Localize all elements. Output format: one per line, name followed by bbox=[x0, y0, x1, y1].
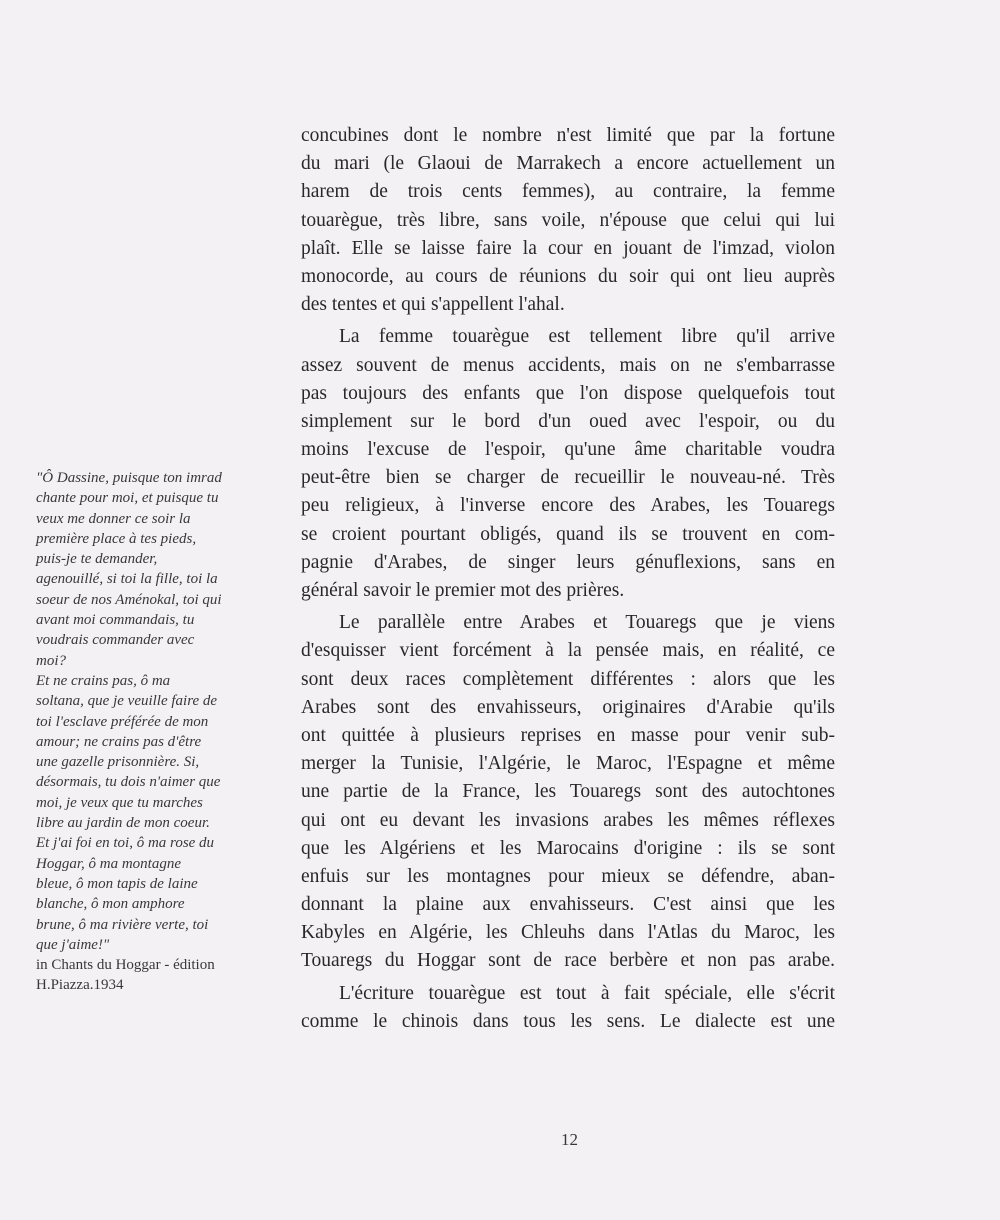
text-line: plaît. Elle se laisse faire la cour en jouant de l'imzad, violon bbox=[301, 237, 835, 259]
poem-line: soltana, que je veuille faire de bbox=[36, 693, 218, 710]
text-line: comme le chinois dans tous les sens. Le dialecte est une bbox=[301, 1010, 835, 1032]
poem-line: blanche, ô mon amphore bbox=[36, 896, 185, 913]
text-line: des tentes et qui s'appellent l'ahal. bbox=[301, 294, 565, 316]
poem-line: moi, je veux que tu marches bbox=[36, 794, 203, 811]
text-line: peut-être bien se charger de recueillir le nouveau-né. Très bbox=[301, 467, 835, 489]
poem-line: bleue, ô mon tapis de laine bbox=[36, 875, 198, 892]
text-line: La femme touarègue est tellement libre qu'il arrive bbox=[339, 326, 835, 348]
text-line: Le parallèle entre Arabes et Touaregs que je viens bbox=[339, 612, 835, 634]
paragraph bbox=[301, 122, 835, 319]
text-line: merger la Tunisie, l'Algérie, le Maroc, l'Espagne et même bbox=[301, 753, 835, 775]
text-line: Touaregs du Hoggar sont de race berbère et non pas arabe. bbox=[301, 950, 835, 972]
poem-credit: in Chants du Hoggar - édition bbox=[36, 957, 215, 974]
text-line: L'écriture touarègue est tout à fait spéciale, elle s'écrit bbox=[339, 982, 835, 1004]
poem-line: agenouillé, si toi la fille, toi la bbox=[36, 571, 218, 588]
text-line: simplement sur le bord d'un oued avec l'espoir, ou du bbox=[301, 410, 835, 432]
poem-credit: H.Piazza.1934 bbox=[36, 977, 124, 994]
text-line: harem de trois cents femmes), au contraire, la femme bbox=[301, 181, 835, 203]
poem-line: que j'aime!" bbox=[36, 936, 110, 953]
paragraph bbox=[301, 980, 835, 1036]
text-line: moins l'excuse de l'espoir, qu'une âme charitable voudra bbox=[301, 439, 835, 461]
poem-line: Hoggar, ô ma montagne bbox=[36, 855, 181, 872]
poem-line: voudrais commander avec bbox=[36, 632, 195, 649]
poem-line: soeur de nos Aménokal, toi qui bbox=[36, 591, 222, 608]
poem-line: toi l'esclave préférée de mon bbox=[36, 713, 209, 730]
poem-line: chante pour moi, et puisque tu bbox=[36, 490, 219, 507]
poem-line: veux me donner ce soir la bbox=[36, 510, 191, 527]
poem-line: désormais, tu dois n'aimer que bbox=[36, 774, 221, 791]
text-line: monocorde, au cours de réunions du soir qui ont lieu auprès bbox=[301, 265, 835, 287]
text-line: touarègue, très libre, sans voile, n'épouse que celui qui lui bbox=[301, 209, 835, 231]
poem-line: moi? bbox=[36, 652, 66, 669]
text-line: concubines dont le nombre n'est limité que par la fortune bbox=[301, 125, 835, 146]
paragraph bbox=[301, 609, 835, 975]
main-text bbox=[301, 122, 835, 1040]
text-line: sont deux races complètement différentes : alors que les bbox=[301, 668, 835, 690]
text-line: du mari (le Glaoui de Marrakech a encore actuellement un bbox=[301, 153, 835, 175]
text-line: pas toujours des enfants que l'on dispose quelquefois tout bbox=[301, 382, 835, 404]
text-line: assez souvent de menus accidents, mais on ne s'embarrasse bbox=[301, 354, 835, 376]
text-line: que les Algériens et les Marocains d'origine : ils se sont bbox=[301, 837, 835, 859]
poem-line: puis-je te demander, bbox=[36, 551, 158, 568]
text-line: se croient pourtant obligés, quand ils se trouvent en com- bbox=[301, 523, 835, 545]
poem-line: Et j'ai foi en toi, ô ma rose du bbox=[36, 835, 215, 852]
paragraph bbox=[301, 323, 835, 605]
poem-line: une gazelle prisonnière. Si, bbox=[36, 754, 200, 771]
text-line: d'esquisser vient forcément à la pensée mais, en réalité, ce bbox=[301, 640, 835, 662]
poem-line: "Ô Dassine, puisque ton imrad bbox=[36, 470, 222, 486]
text-line: ont quittée à plusieurs reprises en masse pour venir sub- bbox=[301, 724, 835, 746]
poem-sidebar bbox=[36, 468, 268, 996]
text-line: général savoir le premier mot des prières. bbox=[301, 580, 625, 601]
text-line: donnant la plaine aux envahisseurs. C'est ainsi que les bbox=[301, 894, 835, 916]
text-line: qui ont eu devant les invasions arabes les mêmes réflexes bbox=[301, 809, 835, 831]
poem-line: avant moi commandais, tu bbox=[36, 612, 195, 629]
text-line: Arabes sont des envahisseurs, originaires d'Arabie qu'ils bbox=[301, 696, 835, 718]
text-line: peu religieux, à l'inverse encore des Arabes, les Touaregs bbox=[301, 495, 835, 517]
poem-line: première place à tes pieds, bbox=[36, 530, 197, 547]
poem-line: amour; ne crains pas d'être bbox=[36, 733, 202, 750]
poem-line: Et ne crains pas, ô ma bbox=[36, 672, 171, 689]
text-line: Kabyles en Algérie, les Chleuhs dans l'Atlas du Maroc, les bbox=[301, 922, 835, 944]
poem-line: libre au jardin de mon coeur. bbox=[36, 815, 210, 832]
page-number: 12 bbox=[561, 1130, 578, 1149]
poem-line: brune, ô ma rivière verte, toi bbox=[36, 916, 209, 933]
text-line: pagnie d'Arabes, de singer leurs génuflexions, sans en bbox=[301, 551, 835, 573]
text-line: une partie de la France, les Touaregs sont des autochtones bbox=[301, 781, 835, 803]
text-line: enfuis sur les montagnes pour mieux se défendre, aban- bbox=[301, 865, 835, 887]
